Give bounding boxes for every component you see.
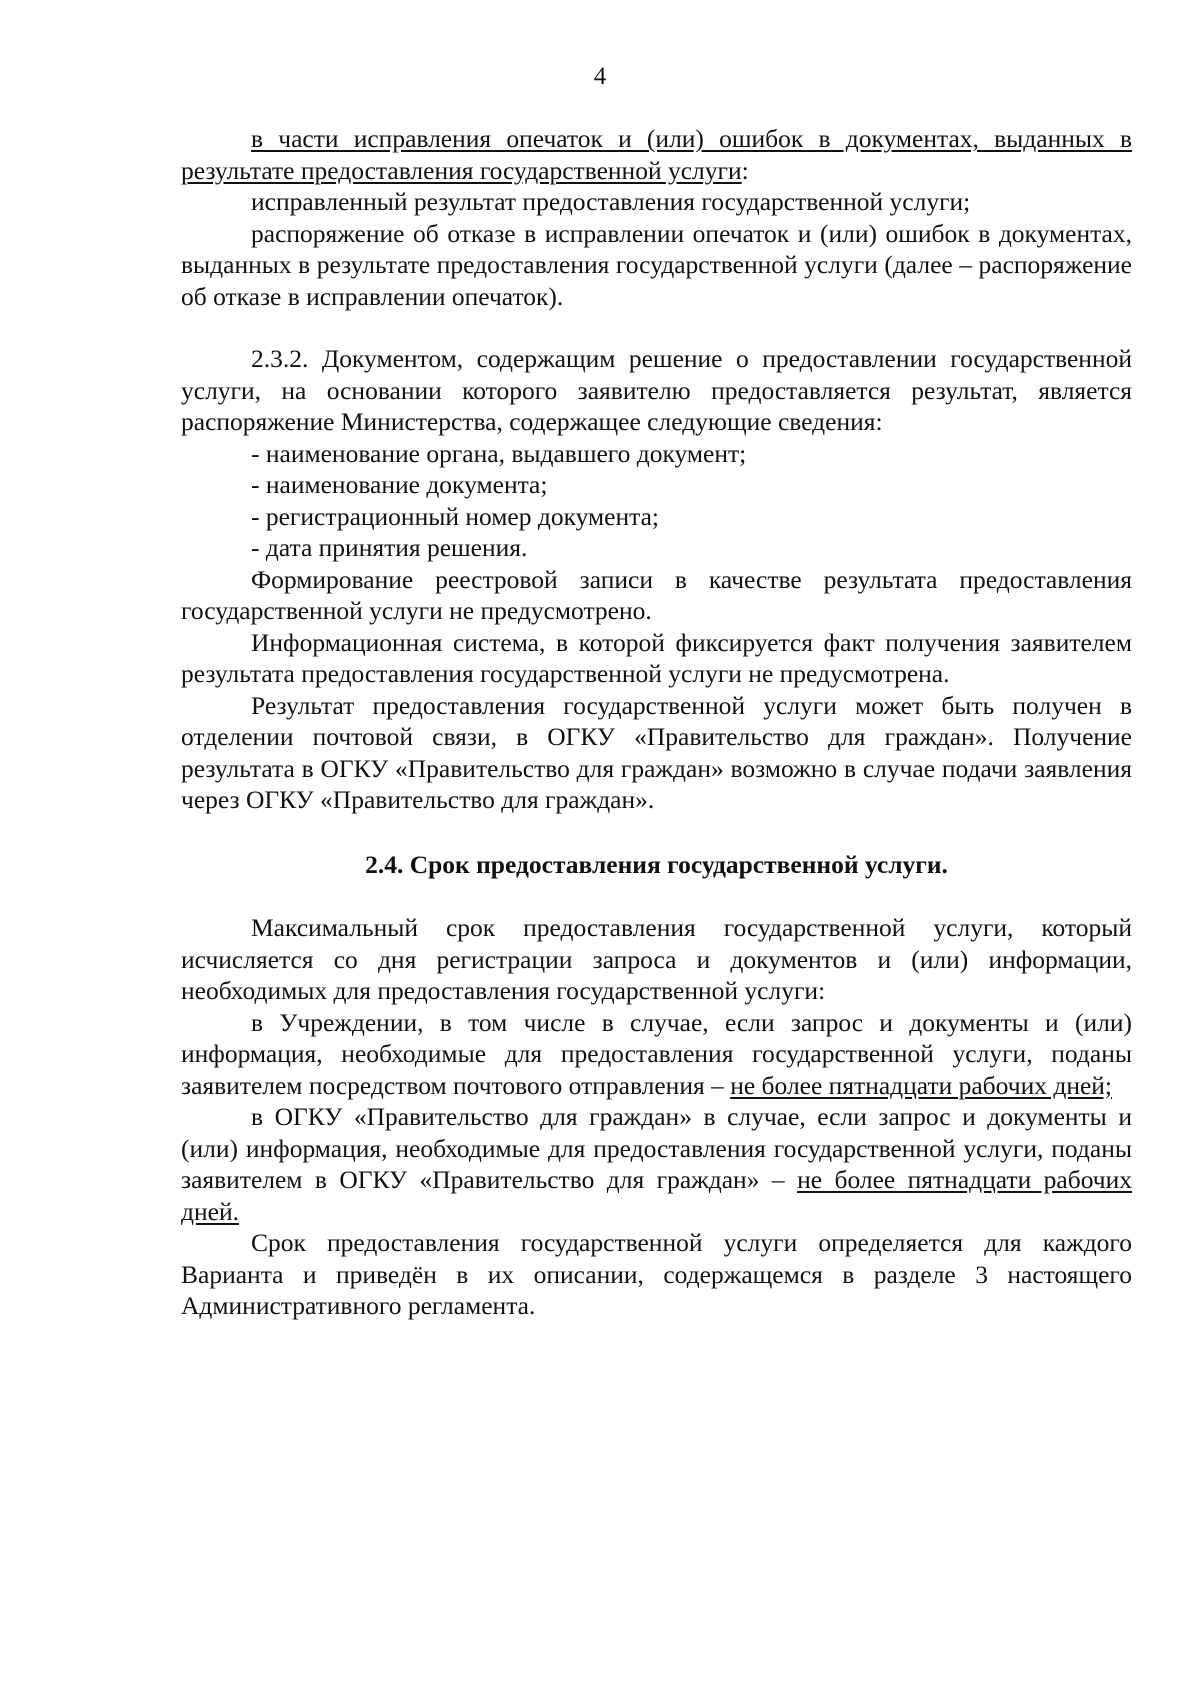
paragraph-refusal-order: распоряжение об отказе в исправлении опечаток и (или) ошибок в документах, выданных в результате предоставления государственной услуги (далее – распоряжение об отказе в исправлении опечаток). [181,218,1132,311]
paragraph-max-term: Максимальный срок предоставления государственной услуги, который исчисляется со дня регистрации запроса и документов и (или) информации, необходимых для предоставления государственной услуги: [181,913,1132,1005]
paragraph-tail: : [741,155,749,185]
paragraph-term-ogku [181,1101,1132,1227]
paragraph-text: в Учреждении, в том числе в случае, если запрос и документы и (или) информация, необходимые для предоставления государственной услуги, поданы заявителем посредством почтового отправления – [181,1007,1132,1100]
paragraph-correction-intro [181,123,1132,186]
list-item: - наименование документа; [251,470,548,499]
underlined-phrase: в части исправления опечаток и (или) ошибок в документах, выданных в результате предоставления государственной услуги [181,124,1132,185]
list-item: - наименование органа, выдавшего документ; [251,438,747,468]
underlined-phrase: не более пятнадцати рабочих дней; [730,1070,1113,1100]
paragraph-result-delivery: Результат предоставления государственной услуги может быть получен в отделении почтовой связи, в ОГКУ «Правительство для граждан». Получение результата в ОГКУ «Правительство для граждан» возможно в случае подачи заявления через ОГКУ «Правительство для граждан». [181,690,1132,814]
list-item: - дата принятия решения. [251,533,528,562]
paragraph-term-variants: Срок предоставления государственной услуги определяется для каждого Варианта и приведён в их описании, содержащемся в разделе 3 настоящего Административного регламента. [181,1228,1132,1320]
paragraph-registry-record: Формирование реестровой записи в качестве результата предоставления государственной услуги не предусмотрено. [181,564,1132,625]
section-heading-2-4: 2.4. Срок предоставления государственной услуги. [365,849,948,879]
paragraph-text: в ОГКУ «Правительство для граждан» в случае, если запрос и документы и (или) информация, необходимые для предоставления государственной услуги, поданы заявителем в ОГКУ «Правительство для граждан» – [181,1102,1132,1194]
paragraph-2-3-2: 2.3.2. Документом, содержащим решение о предоставлении государственной услуги, на основании которого заявителю предоставляется результат, является распоряжение Министерства, содержащее следующие сведения: [181,344,1132,436]
paragraph-corrected-result: исправленный результат предоставления государственной услуги; [251,187,971,216]
document-body [181,123,1132,1322]
paragraph-information-system: Информационная система, в которой фиксируется факт получения заявителем результата предоставления государственной услуги не предусмотрена. [181,627,1132,688]
underlined-phrase: не более пятнадцати рабочих дней. [181,1165,1133,1226]
list-item: - регистрационный номер документа; [251,501,659,531]
page-number: 4 [593,63,607,90]
paragraph-term-institution [181,1007,1132,1102]
